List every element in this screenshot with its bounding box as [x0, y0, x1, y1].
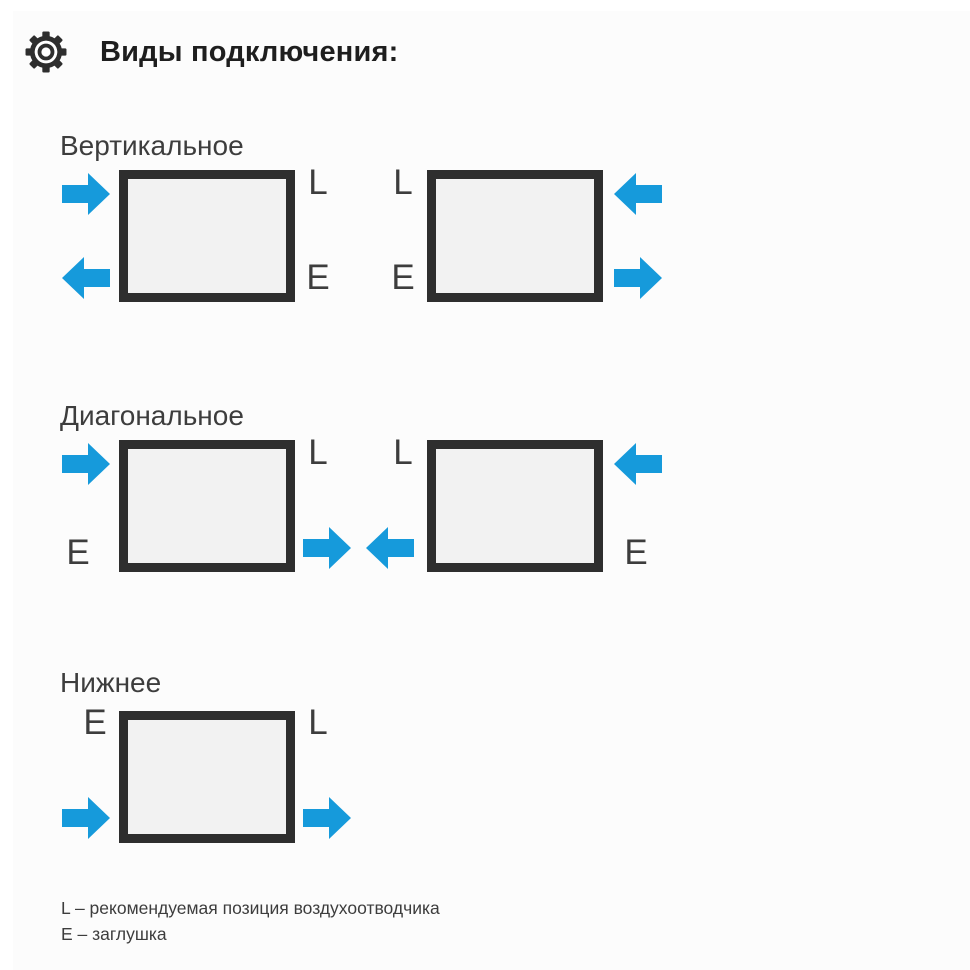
legend-line-plug: E – заглушка [61, 923, 167, 944]
section-title-vertical: Вертикальное [60, 130, 244, 161]
plug-label: E [66, 533, 90, 572]
plug-label: E [624, 533, 648, 572]
legend [61, 896, 440, 948]
flow-out-arrow-icon [366, 527, 414, 569]
flow-in-arrow-icon [62, 173, 110, 215]
gear-icon [25, 31, 67, 73]
flow-in-arrow-icon [62, 797, 110, 839]
flow-out-arrow-icon [614, 257, 662, 299]
air-vent-label: L [308, 703, 328, 742]
radiator-box-diagonal-left [119, 440, 295, 572]
header [25, 31, 399, 73]
plug-label: E [306, 258, 330, 297]
flow-in-arrow-icon [62, 443, 110, 485]
legend-line-air-vent: L – рекомендуемая позиция воздухоотводчика [61, 898, 440, 918]
flow-in-arrow-icon [614, 443, 662, 485]
radiator-box-vertical-right [427, 170, 603, 302]
air-vent-label: L [393, 163, 413, 202]
air-vent-label: L [308, 163, 328, 202]
air-vent-label: L [393, 433, 413, 472]
radiator-box-bottom [119, 711, 295, 843]
page-title: Виды подключения: [100, 36, 399, 68]
radiator-box-vertical-left [119, 170, 295, 302]
section-title-bottom: Нижнее [60, 667, 162, 698]
flow-in-arrow-icon [614, 173, 662, 215]
radiator-box-diagonal-right [427, 440, 603, 572]
plug-label: E [83, 703, 107, 742]
flow-out-arrow-icon [303, 797, 351, 839]
flow-out-arrow-icon [303, 527, 351, 569]
flow-out-arrow-icon [62, 257, 110, 299]
plug-label: E [391, 258, 415, 297]
section-title-diagonal: Диагональное [60, 400, 244, 431]
air-vent-label: L [308, 433, 328, 472]
